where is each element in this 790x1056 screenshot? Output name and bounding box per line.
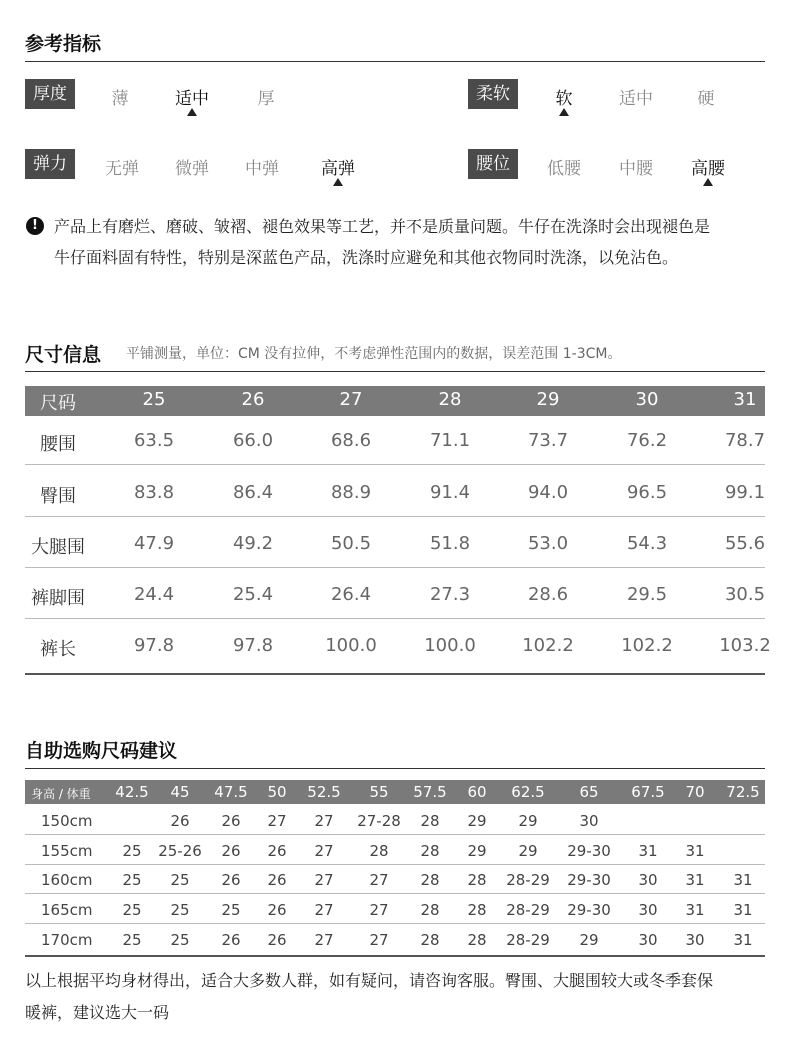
indicator-option: 中弹: [245, 159, 279, 179]
size-header-cell: 31: [733, 389, 757, 410]
indicator-tag: 腰位: [468, 149, 518, 179]
indicator-option: 厚: [257, 89, 275, 109]
guide-size-cell: 28: [467, 871, 487, 889]
guide-size-cell: 26: [267, 842, 287, 860]
size-cell: 25.4: [232, 584, 274, 605]
indicator-tag: 弹力: [25, 149, 75, 179]
guide-weight-header: 42.5: [115, 783, 149, 801]
guide-size-cell: 30: [579, 812, 599, 830]
size-cell: 100.0: [325, 635, 377, 656]
size-header-cell: 29: [536, 389, 560, 410]
indicator-option: 低腰: [547, 159, 581, 179]
size-cell: 96.5: [626, 482, 668, 503]
guide-row-divider: [25, 834, 765, 835]
size-cell: 30.5: [724, 584, 766, 605]
size-info-title: 尺寸信息: [25, 344, 102, 366]
size-cell: 28.6: [527, 584, 569, 605]
guide-size-cell: 31: [685, 842, 705, 860]
guide-size-cell: 30: [638, 931, 658, 949]
size-cell: 78.7: [724, 430, 766, 451]
size-cell: 86.4: [232, 482, 274, 503]
size-cell: 47.9: [133, 533, 175, 554]
guide-weight-header: 45: [170, 783, 190, 801]
guide-size-cell: 30: [685, 931, 705, 949]
guide-footer-line-2: 暖裤，建议选大一码: [25, 1003, 170, 1022]
guide-size-cell: 26: [267, 901, 287, 919]
guide-size-cell: 28: [420, 871, 440, 889]
size-cell: 51.8: [429, 533, 471, 554]
guide-size-cell: 29-30: [567, 842, 611, 860]
size-cell: 76.2: [626, 430, 668, 451]
size-row-divider: [25, 516, 765, 517]
size-info-divider: [25, 371, 765, 372]
guide-size-cell: 27: [314, 812, 334, 830]
guide-size-cell: 31: [733, 871, 753, 889]
size-cell: 68.6: [330, 430, 372, 451]
guide-size-cell: 28: [420, 931, 440, 949]
guide-row-divider: [25, 893, 765, 894]
triangle-marker-icon: [703, 178, 713, 186]
size-header-cell: 27: [339, 389, 363, 410]
guide-weight-header: 62.5: [511, 783, 545, 801]
size-row-label: 腰围: [40, 434, 76, 455]
size-cell: 97.8: [232, 635, 274, 656]
guide-size-cell: 29: [518, 842, 538, 860]
guide-size-cell: 27: [369, 901, 389, 919]
guide-size-cell: 28: [420, 842, 440, 860]
guide-weight-header: 47.5: [214, 783, 248, 801]
indicator-option: 硬: [697, 89, 715, 109]
guide-height-label: 150cm: [41, 812, 93, 830]
guide-size-cell: 26: [267, 931, 287, 949]
size-row-divider: [25, 618, 765, 619]
guide-height-label: 165cm: [41, 901, 93, 919]
size-cell: 91.4: [429, 482, 471, 503]
guide-corner-label: 身高 / 体重: [31, 787, 91, 801]
guide-row-divider: [25, 864, 765, 865]
guide-size-cell: 27: [314, 901, 334, 919]
guide-size-cell: 29: [579, 931, 599, 949]
guide-size-cell: 25-26: [158, 842, 202, 860]
size-cell: 83.8: [133, 482, 175, 503]
guide-size-cell: 27: [369, 871, 389, 889]
guide-size-cell: 29-30: [567, 901, 611, 919]
guide-size-cell: 27: [314, 871, 334, 889]
guide-size-cell: 31: [685, 901, 705, 919]
guide-size-cell: 29: [467, 842, 487, 860]
indicator-option: 薄: [111, 89, 129, 109]
ref-divider: [25, 61, 765, 62]
triangle-marker-icon: [559, 108, 569, 116]
guide-size-cell: 25: [170, 871, 190, 889]
guide-size-cell: 28-29: [506, 901, 550, 919]
guide-height-label: 160cm: [41, 871, 93, 889]
guide-size-cell: 26: [221, 931, 241, 949]
size-row-label: 裤长: [40, 639, 76, 660]
guide-weight-header: 72.5: [726, 783, 760, 801]
size-guide-divider: [25, 768, 765, 769]
indicator-option-selected: 高弹: [321, 159, 355, 179]
guide-size-cell: 29-30: [567, 871, 611, 889]
guide-weight-header: 52.5: [307, 783, 341, 801]
size-cell: 55.6: [724, 533, 766, 554]
size-cell: 100.0: [424, 635, 476, 656]
indicator-option: 中腰: [619, 159, 653, 179]
indicator-tag: 柔软: [468, 79, 518, 109]
guide-size-cell: 26: [221, 871, 241, 889]
indicator-option: 微弹: [175, 159, 209, 179]
indicator-option-selected: 适中: [175, 89, 209, 109]
guide-weight-header: 55: [369, 783, 389, 801]
size-cell: 54.3: [626, 533, 668, 554]
size-cell: 63.5: [133, 430, 175, 451]
guide-height-label: 155cm: [41, 842, 93, 860]
guide-footer-line-1: 以上根据平均身材得出，适合大多数人群，如有疑问，请咨询客服。臀围、大腿围较大或冬季套保: [25, 971, 714, 990]
guide-size-cell: 27: [369, 931, 389, 949]
exclamation-icon: !: [26, 217, 44, 235]
size-cell: 27.3: [429, 584, 471, 605]
guide-size-cell: 31: [685, 871, 705, 889]
guide-weight-header: 60: [467, 783, 487, 801]
size-header-cell: 25: [142, 389, 166, 410]
guide-weight-header: 57.5: [413, 783, 447, 801]
guide-size-cell: 27: [267, 812, 287, 830]
guide-size-cell: 25: [122, 931, 142, 949]
size-cell: 73.7: [527, 430, 569, 451]
guide-size-cell: 29: [467, 812, 487, 830]
guide-size-cell: 27: [314, 842, 334, 860]
size-cell: 26.4: [330, 584, 372, 605]
guide-size-cell: 25: [122, 842, 142, 860]
size-cell: 94.0: [527, 482, 569, 503]
guide-weight-header: 70: [685, 783, 705, 801]
size-cell: 24.4: [133, 584, 175, 605]
guide-size-cell: 29: [518, 812, 538, 830]
triangle-marker-icon: [333, 178, 343, 186]
size-cell: 50.5: [330, 533, 372, 554]
note-line-1: 产品上有磨烂、磨破、皱褶、褪色效果等工艺，并不是质量问题。牛仔在洗涤时会出现褪色是: [54, 217, 711, 236]
triangle-marker-icon: [187, 108, 197, 116]
size-guide-title: 自助选购尺码建议: [25, 740, 178, 762]
size-header-cell: 26: [241, 389, 265, 410]
guide-size-cell: 30: [638, 871, 658, 889]
guide-size-cell: 25: [221, 901, 241, 919]
guide-size-cell: 28: [420, 901, 440, 919]
guide-size-cell: 31: [638, 842, 658, 860]
guide-size-cell: 28-29: [506, 871, 550, 889]
size-header-cell: 尺码: [40, 393, 76, 414]
indicator-option-selected: 高腰: [691, 159, 725, 179]
guide-size-cell: 31: [733, 931, 753, 949]
guide-size-cell: 25: [122, 901, 142, 919]
size-cell: 103.2: [719, 635, 771, 656]
size-row-label: 裤脚围: [31, 588, 85, 609]
size-header-cell: 28: [438, 389, 462, 410]
guide-row-divider: [25, 923, 765, 924]
guide-height-label: 170cm: [41, 931, 93, 949]
size-cell: 53.0: [527, 533, 569, 554]
size-row-divider: [25, 567, 765, 568]
guide-row-divider: [25, 955, 765, 957]
indicator-option: 无弹: [105, 159, 139, 179]
guide-size-cell: 26: [221, 842, 241, 860]
size-row-label: 大腿围: [31, 537, 85, 558]
size-cell: 102.2: [522, 635, 574, 656]
guide-weight-header: 67.5: [631, 783, 665, 801]
indicator-tag: 厚度: [25, 79, 75, 109]
guide-size-cell: 26: [267, 871, 287, 889]
size-cell: 49.2: [232, 533, 274, 554]
note-line-2: 牛仔面料固有特性，特别是深蓝色产品，洗涤时应避免和其他衣物同时洗涤，以免沾色。: [54, 248, 679, 267]
size-cell: 99.1: [724, 482, 766, 503]
guide-size-cell: 28-29: [506, 931, 550, 949]
guide-size-cell: 26: [170, 812, 190, 830]
guide-size-cell: 28: [369, 842, 389, 860]
guide-weight-header: 65: [579, 783, 599, 801]
size-header-cell: 30: [635, 389, 659, 410]
indicator-option: 适中: [619, 89, 653, 109]
guide-size-cell: 25: [170, 901, 190, 919]
size-cell: 71.1: [429, 430, 471, 451]
guide-size-cell: 31: [733, 901, 753, 919]
guide-size-cell: 27: [314, 931, 334, 949]
guide-size-cell: 27-28: [357, 812, 401, 830]
guide-size-cell: 28: [467, 931, 487, 949]
guide-size-cell: 28: [467, 901, 487, 919]
size-cell: 66.0: [232, 430, 274, 451]
guide-size-cell: 26: [221, 812, 241, 830]
guide-size-cell: 25: [122, 871, 142, 889]
guide-size-cell: 25: [170, 931, 190, 949]
size-cell: 97.8: [133, 635, 175, 656]
indicator-option-selected: 软: [555, 89, 573, 109]
size-cell: 102.2: [621, 635, 673, 656]
guide-size-cell: 30: [638, 901, 658, 919]
size-cell: 88.9: [330, 482, 372, 503]
size-info-subtitle: 平铺测量，单位：CM 没有拉伸，不考虑弹性范围内的数据，误差范围 1-3CM。: [126, 346, 622, 362]
size-row-label: 臀围: [40, 486, 76, 507]
guide-size-cell: 28: [420, 812, 440, 830]
size-row-divider: [25, 464, 765, 465]
ref-title: 参考指标: [25, 33, 102, 55]
size-cell: 29.5: [626, 584, 668, 605]
guide-weight-header: 50: [267, 783, 287, 801]
size-row-divider: [25, 673, 765, 675]
